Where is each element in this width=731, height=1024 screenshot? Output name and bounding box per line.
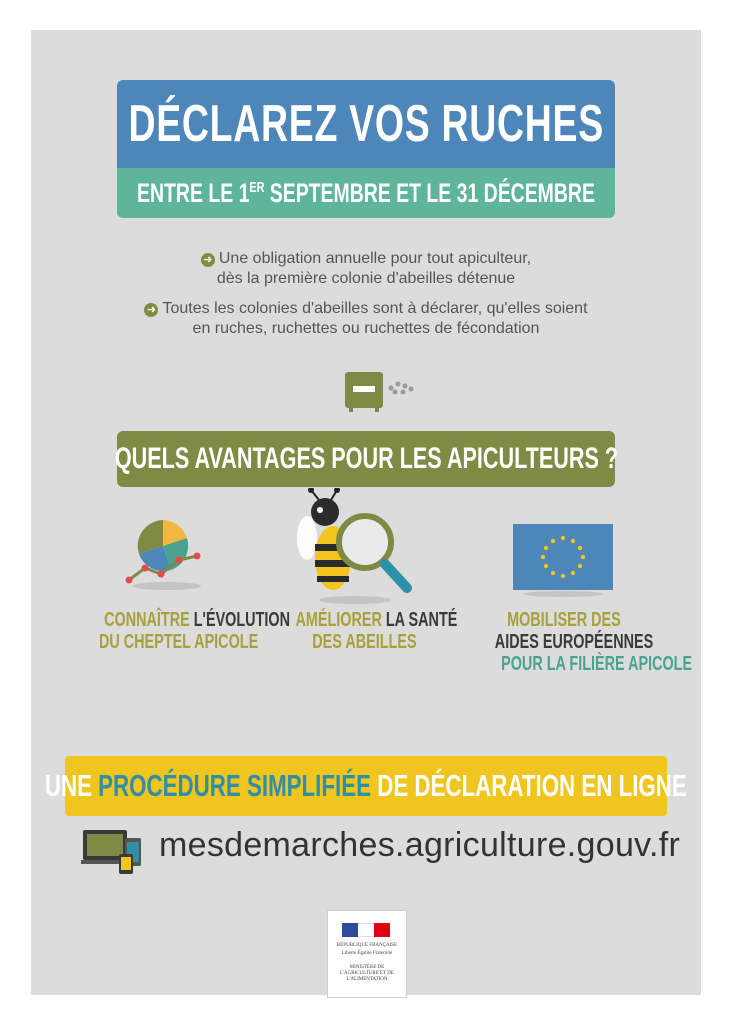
- logo-motto: Liberté Égalité Fraternité: [341, 951, 393, 956]
- website-link[interactable]: mesdemarches.agriculture.gouv.fr: [159, 826, 681, 864]
- logo-ministry: MINISTÈRE DE L'AGRICULTURE ET DE L'ALIMENTATION: [340, 965, 394, 982]
- poster: [31, 30, 701, 995]
- chart-icon: [123, 508, 213, 590]
- page-title: DÉCLAREZ VOS RUCHES: [128, 95, 604, 153]
- bullet-line: dès la première colonie d'abeilles détenue: [216, 270, 516, 287]
- caption-part: DES ABEILLES: [311, 631, 417, 653]
- caption-part: POUR LA FILIÈRE APICOLE: [501, 653, 693, 675]
- advantage-health: [264, 610, 464, 654]
- bullet-line: Toutes les colonies d'abeilles sont à déclarer, qu'elles soient: [162, 300, 588, 317]
- caption-part: DU CHEPTEL APICOLE: [98, 631, 259, 653]
- advantage-eu-aid: [464, 609, 693, 676]
- caption-part: AIDES EUROPÉENNES: [494, 631, 654, 653]
- bullet-line: Une obligation annuelle pour tout apiculteur,: [218, 250, 532, 267]
- date-text: [137, 178, 595, 209]
- bullet-line: en ruches, ruchettes ou ruchettes de fécondation: [192, 320, 540, 337]
- beehive-icon: [343, 372, 419, 412]
- date-post: SEPTEMBRE ET LE 31 DÉCEMBRE: [264, 177, 595, 208]
- date-banner: [117, 168, 615, 218]
- bee-magnifier-icon: [293, 488, 423, 606]
- advantage-evolution: [68, 609, 290, 654]
- arrow-right-icon: ➜: [144, 303, 158, 317]
- arrow-right-icon: ➜: [201, 253, 215, 267]
- date-pre: ENTRE LE 1: [137, 177, 250, 208]
- question-text: QUELS AVANTAGES POUR LES APICULTEURS ?: [114, 442, 618, 475]
- procedure-part: DE DÉCLARATION EN LIGNE: [371, 768, 687, 803]
- procedure-text: [45, 768, 687, 804]
- logo-republic: RÉPUBLIQUE FRANÇAISE: [336, 943, 398, 948]
- title-banner: [117, 80, 615, 168]
- date-sup: ER: [249, 178, 265, 196]
- procedure-part: UNE: [45, 768, 99, 803]
- devices-icon: [81, 828, 151, 878]
- ministry-logo: [327, 910, 407, 998]
- bullet-obligation: [71, 249, 661, 289]
- procedure-highlight: PROCÉDURE SIMPLIFIÉE: [98, 768, 372, 803]
- caption-part: CONNAÎTRE: [104, 609, 194, 631]
- eu-flag-icon: [513, 524, 613, 598]
- caption-part: LA SANTÉ: [385, 609, 458, 631]
- french-flag-icon: [342, 923, 390, 937]
- caption-part: L'ÉVOLUTION: [193, 609, 290, 631]
- procedure-banner: [45, 756, 687, 816]
- caption-part: AMÉLIORER: [295, 609, 386, 631]
- caption-part: MOBILISER DES: [507, 609, 621, 631]
- bullet-colonies: [71, 299, 661, 339]
- question-banner: [114, 431, 618, 487]
